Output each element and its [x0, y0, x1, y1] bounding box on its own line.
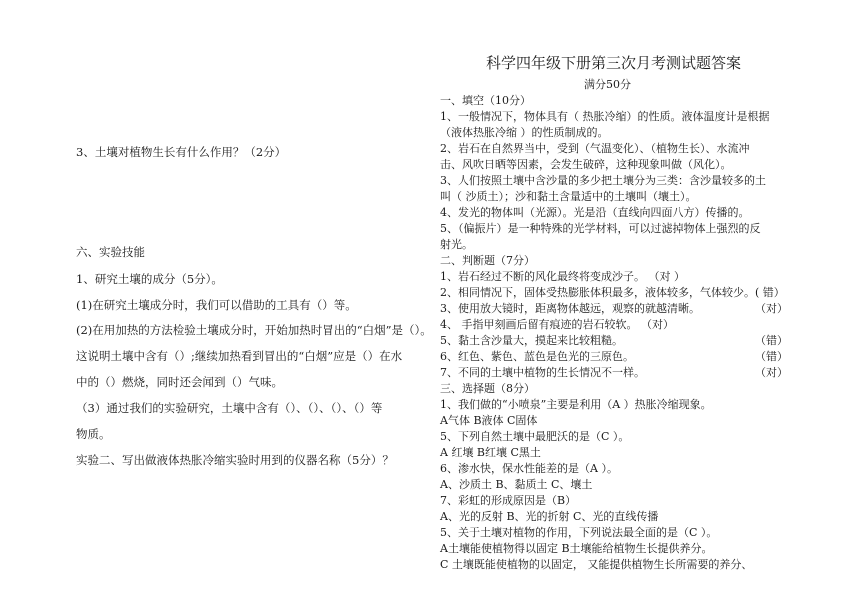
choice-7-options: A、光的反射 B、光的折射 C、光的直线传播	[440, 510, 659, 523]
fill-5a: 5、（偏振片）是一种特殊的光学材料，可以过滤掉物体上强烈的反	[440, 222, 761, 235]
judge-5-row	[440, 334, 788, 348]
judge-7-row	[440, 366, 788, 380]
judge-2: 2、相同情况下，固体受热膨胀体积最多，液体较多，气体较少。( 错）	[440, 286, 785, 299]
choice-5-options: A 红壤 B红壤 C黑土	[440, 446, 541, 459]
judge-4: 4、 手指甲刻画后留有痕迹的岩石较软。 （对）	[440, 318, 674, 331]
fill-2a: 2、岩石在自然界当中，受到（气温变化）、（植物生长）、水流冲	[440, 142, 750, 155]
judge-3-answer: （对）	[755, 302, 788, 315]
choice-5b-option-c: C 土壤既能使植物的以固定， 又能提供植物生长所需要的养分、	[440, 558, 753, 571]
fill-1a: 1、一般情况下，物体具有（ 热胀冷缩）的性质。液体温度计是根据	[440, 110, 770, 123]
section-3-heading: 三、选择题（8分）	[440, 382, 535, 395]
section-2-heading: 二、判断题（7分）	[440, 254, 535, 267]
total-score: 满分50分	[584, 78, 631, 91]
judge-6-row	[440, 350, 788, 364]
judge-5-answer: （错）	[755, 334, 788, 347]
choice-1: 1、我们做的“小喷泉”主要是利用（A ）热胀冷缩现象。	[440, 398, 712, 411]
choice-5b: 5、关于土壤对植物的作用，下列说法最全面的是（C ）。	[440, 526, 718, 539]
experiment-2: 实验二、写出做液体热胀冷缩实验时用到的仪器名称（5分）？	[76, 453, 394, 467]
choice-5b-option-ab: A土壤能使植物得以固定 B土壤能给植物生长提供养分。	[440, 542, 713, 555]
judge-6: 6、红色、紫色、蓝色是色光的三原色。	[440, 350, 634, 363]
judge-3-row	[440, 302, 788, 316]
fill-3b: 叫（ 沙质土）；沙和黏土含量适中的土壤叫（壤土）。	[440, 190, 697, 203]
experiment-1-part-2c: 中的（）燃烧，同时还会闻到（）气味。	[76, 375, 283, 389]
question-3: 3、土壤对植物生长有什么作用？（2分）	[76, 145, 287, 159]
experiment-1-part-2b: 这说明土壤中含有（）;继续加热看到冒出的“白烟”应是（）在水	[76, 349, 403, 363]
page-title: 科学四年级下册第三次月考测试题答案	[486, 54, 742, 72]
choice-5: 5、下列自然土壤中最肥沃的是（C ）。	[440, 430, 630, 443]
judge-3: 3、使用放大镜时，距离物体越远，观察的就越清晰。	[440, 302, 700, 315]
experiment-1-part-2a: (2)在用加热的方法检验土壤成分时，开始加热时冒出的“白烟”是（）。	[76, 323, 432, 337]
experiment-1-part-3b: 物质。	[76, 427, 111, 441]
section-1-heading: 一、填空（10分）	[440, 94, 531, 107]
choice-1-options: A气体 B液体 C固体	[440, 414, 538, 427]
choice-7: 7、彩虹的形成原因是（B）	[440, 494, 577, 507]
experiment-1-part-3a: （3）通过我们的实验研究，土壤中含有（）、（）、（）、（）等	[76, 401, 383, 415]
fill-2b: 击、风吹日晒等因素，会发生破碎，这种现象叫做（风化）。	[440, 158, 732, 171]
section-6-heading: 六、实验技能	[76, 245, 145, 259]
judge-7: 7、不同的土壤中植物的生长情况不一样。	[440, 366, 645, 379]
judge-1: 1、岩石经过不断的风化最终将变成沙子。 （对 ）	[440, 270, 685, 283]
fill-5b: 射光。	[440, 238, 473, 251]
choice-6-options: A、沙质土 B、黏质土 C、壤土	[440, 478, 593, 491]
fill-4: 4、发光的物体叫（光源）。光是沿（直线向四面八方）传播的。	[440, 206, 750, 219]
choice-6: 6、渗水快，保水性能差的是（A ）。	[440, 462, 618, 475]
judge-7-answer: （对）	[755, 366, 788, 379]
experiment-1: 1、研究土壤的成分（5分）。	[76, 272, 223, 286]
judge-5: 5、黏土含沙量大，摸起来比较粗糙。	[440, 334, 623, 347]
fill-3a: 3、人们按照土壤中含沙量的多少把土壤分为三类：含沙量较多的土	[440, 174, 766, 187]
judge-6-answer: （错）	[755, 350, 788, 363]
fill-1b: （液体热胀冷缩 ）的性质制成的。	[440, 126, 609, 139]
experiment-1-part-1: (1)在研究土壤成分时，我们可以借助的工具有（）等。	[76, 298, 357, 312]
